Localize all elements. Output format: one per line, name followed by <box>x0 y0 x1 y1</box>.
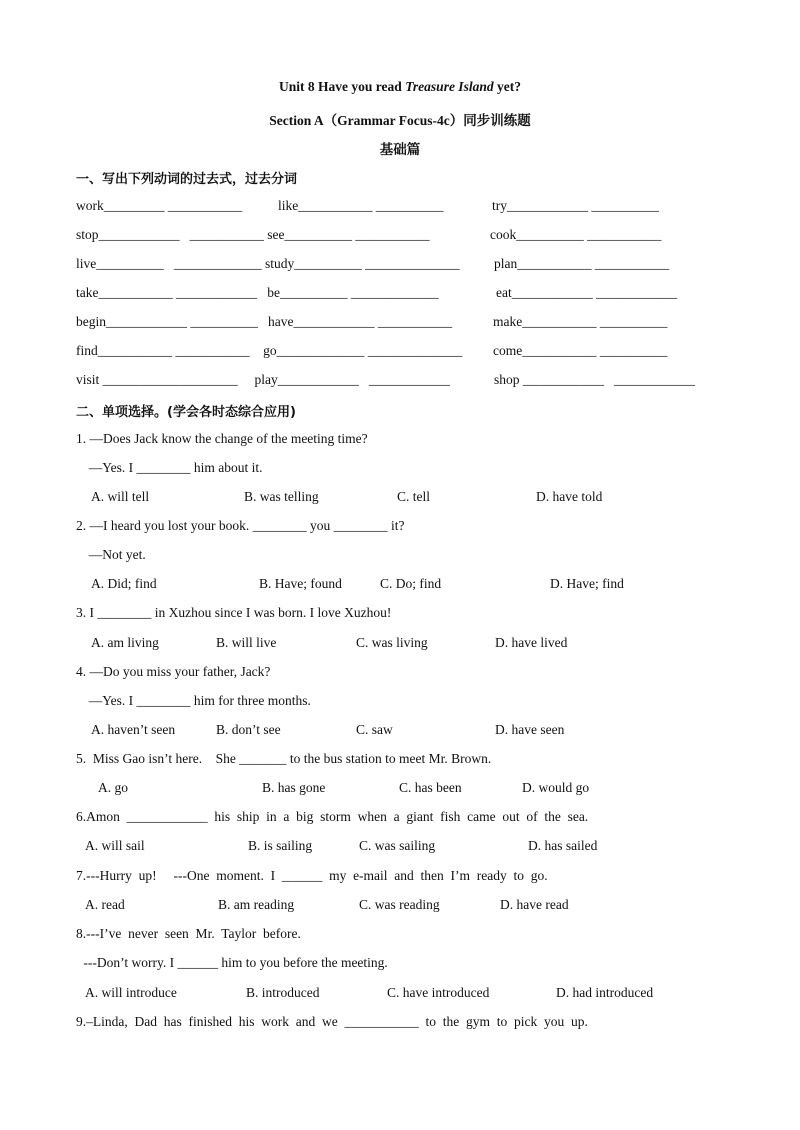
question-stem: 9.–Linda, Dad has finished his work and we ___________ to the gym to pick you up. <box>76 1014 588 1029</box>
option-c: C. Do; find <box>380 576 442 591</box>
verb-row <box>0 198 800 218</box>
option-a: A. Did; find <box>91 576 157 591</box>
verb-cell: visit ____________________ play____________ ____________ <box>76 372 450 387</box>
option-a: A. read <box>85 897 125 912</box>
verb-cell: like___________ __________ <box>278 198 444 213</box>
option-a: A. haven’t seen <box>91 722 176 737</box>
option-a: A. will sail <box>85 838 145 853</box>
option-b: B. will live <box>216 635 277 650</box>
question-stem: 1. —Does Jack know the change of the meeting time? <box>76 431 368 446</box>
option-d: D. had introduced <box>556 985 654 1000</box>
verb-cell: work_________ ___________ <box>76 198 243 213</box>
option-b: B. Have; found <box>259 576 342 591</box>
option-a: A. go <box>98 780 128 795</box>
option-d: D. have lived <box>495 635 568 650</box>
option-b: B. is sailing <box>248 838 313 853</box>
question-stem-reply: —Not yet. <box>82 547 146 562</box>
title-prefix: Unit 8 Have you read <box>279 79 406 94</box>
question-stem: 4. —Do you miss your father, Jack? <box>76 664 271 679</box>
option-d: D. Have; find <box>550 576 624 591</box>
option-a: A. am living <box>91 635 159 650</box>
option-c: C. was reading <box>359 897 440 912</box>
verb-cell: plan___________ ___________ <box>494 256 670 271</box>
section1-heading: 一、写出下列动词的过去式，过去分词 <box>76 172 298 187</box>
verb-cell: take___________ ____________ be__________ _____________ <box>76 285 439 300</box>
title-suffix: yet? <box>493 79 521 94</box>
verb-cell: shop ____________ ____________ <box>494 372 696 387</box>
title-book-name: Treasure Island <box>405 79 494 94</box>
verb-cell: come___________ __________ <box>493 343 668 358</box>
option-d: D. have told <box>536 489 603 504</box>
option-a: A. will tell <box>91 489 150 504</box>
option-b: B. was telling <box>244 489 319 504</box>
page-subtitle: Section A（Grammar Focus-4c）同步训练题 <box>269 113 531 128</box>
question-stem: 5. Miss Gao isn’t here. She _______ to the bus station to meet Mr. Brown. <box>76 751 492 766</box>
section2-heading: 二、单项选择。(学会各时态综合应用) <box>76 405 296 420</box>
verb-row <box>0 256 800 276</box>
verb-cell: eat____________ ____________ <box>496 285 678 300</box>
question-stem: 3. I ________ in Xuzhou since I was born. I love Xuzhou! <box>76 605 392 620</box>
verb-row <box>0 372 800 392</box>
option-d: D. have seen <box>495 722 565 737</box>
option-b: B. has gone <box>262 780 326 795</box>
option-c: C. saw <box>356 722 393 737</box>
question-stem-reply: —Yes. I ________ him for three months. <box>82 693 311 708</box>
option-c: C. tell <box>397 489 430 504</box>
verb-cell: live__________ _____________ study__________ ______________ <box>76 256 460 271</box>
question-stem-reply: —Yes. I ________ him about it. <box>82 460 263 475</box>
verb-cell: make___________ __________ <box>493 314 668 329</box>
option-c: C. have introduced <box>387 985 490 1000</box>
option-c: C. has been <box>399 780 462 795</box>
verb-cell: begin____________ __________ have____________ ___________ <box>76 314 453 329</box>
verb-row <box>0 285 800 305</box>
question-stem: 2. —I heard you lost your book. ________ you ________ it? <box>76 518 405 533</box>
option-d: D. have read <box>500 897 569 912</box>
question-stem: 6.Amon ____________ his ship in a big storm when a giant fish came out of the sea. <box>76 809 589 824</box>
verb-cell: try____________ __________ <box>492 198 659 213</box>
verb-cell: stop____________ ___________ see__________ ___________ <box>76 227 430 242</box>
option-b: B. am reading <box>218 897 295 912</box>
verb-cell: cook__________ ___________ <box>490 227 662 242</box>
question-stem: 7.---Hurry up! ---One moment. I ______ my e-mail and then I’m ready to go. <box>76 868 548 883</box>
option-b: B. don’t see <box>216 722 281 737</box>
option-c: C. was living <box>356 635 428 650</box>
level-label: 基础篇 <box>379 142 421 157</box>
question-stem-reply: ---Don’t worry. I ______ him to you before the meeting. <box>80 955 388 970</box>
verb-row <box>0 227 800 247</box>
verb-row <box>0 314 800 334</box>
question-stem: 8.---I’ve never seen Mr. Taylor before. <box>76 926 301 941</box>
option-a: A. will introduce <box>85 985 177 1000</box>
option-d: D. has sailed <box>528 838 598 853</box>
option-c: C. was sailing <box>359 838 436 853</box>
verb-cell: find___________ ___________ go_____________ ______________ <box>76 343 463 358</box>
page-title <box>0 79 800 95</box>
verb-row <box>0 343 800 363</box>
option-b: B. introduced <box>246 985 320 1000</box>
option-d: D. would go <box>522 780 590 795</box>
